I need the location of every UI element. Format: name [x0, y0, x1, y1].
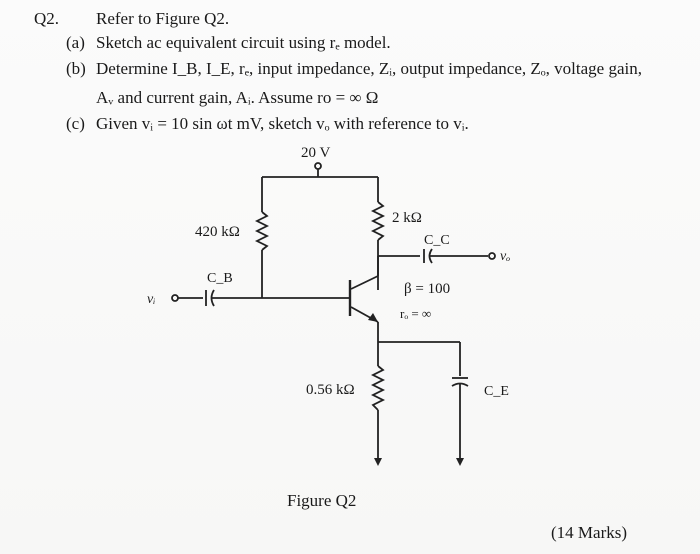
supply-label: 20 V: [301, 145, 331, 161]
ce-ground: [456, 458, 464, 466]
re-ground: [374, 458, 382, 466]
part-a-text: Sketch ac equivalent circuit using rₑ model.: [96, 33, 391, 52]
ce-label: C_E: [484, 384, 509, 399]
vi-terminal: [172, 295, 178, 301]
cc-label: C_C: [424, 233, 450, 248]
question-intro: Refer to Figure Q2.: [96, 9, 230, 28]
rc-resistor: [373, 202, 383, 240]
supply-terminal: [315, 163, 321, 169]
rb-resistor: [257, 212, 267, 250]
part-c-text: Given vᵢ = 10 sin ωt mV, sketch vₒ with reference to vᵢ.: [96, 114, 469, 133]
re-label: 0.56 kΩ: [306, 382, 355, 398]
rb-label: 420 kΩ: [195, 224, 240, 240]
cb-label: C_B: [207, 271, 233, 286]
ro-label: rₒ = ∞: [400, 306, 432, 321]
part-b-text: Determine I_B, I_E, rₑ, input impedance, Zᵢ, output impedance, Zₒ, voltage gain,: [96, 59, 642, 78]
part-c-label: (c): [66, 114, 85, 133]
rc-label: 2 kΩ: [392, 210, 422, 226]
re-resistor: [373, 366, 383, 410]
question-number: Q2.: [34, 9, 60, 28]
part-b-label: (b): [66, 59, 86, 78]
marks-label: (14 Marks): [551, 523, 628, 542]
bjt-collector-lead: [351, 276, 378, 289]
vo-label: vₒ: [500, 249, 511, 264]
part-a-label: (a): [66, 33, 85, 52]
vi-label: vᵢ: [147, 292, 156, 307]
figure-caption: Figure Q2: [287, 491, 357, 510]
beta-label: β = 100: [404, 281, 451, 297]
vo-terminal: [489, 253, 495, 259]
part-b-text-cont: Aᵥ and current gain, Aᵢ. Assume ro = ∞ Ω: [96, 88, 379, 107]
